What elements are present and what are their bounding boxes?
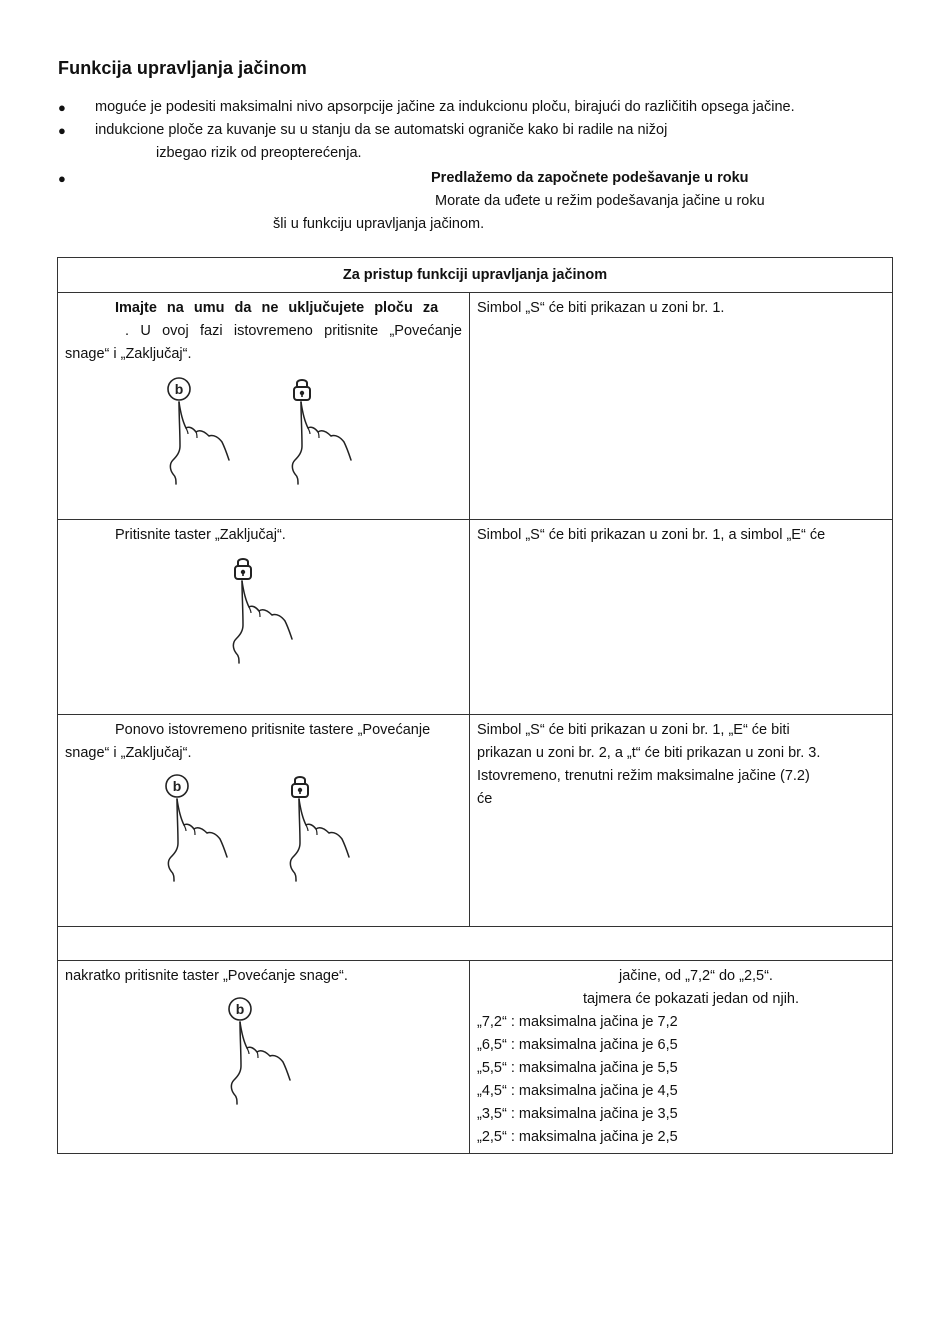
- step-instruction-cell: [58, 715, 470, 927]
- icon-group: [65, 988, 462, 1098]
- bullet-text: Morate da uđete u režim podešavanja jačine u roku: [435, 193, 765, 209]
- step-result-line: će: [477, 791, 493, 807]
- table-row: [58, 520, 893, 715]
- level-option: „5,5“ : maksimalna jačina je 5,5: [477, 1060, 678, 1076]
- bullet-text: šli u funkciju upravljanja jačinom.: [273, 216, 485, 232]
- icon-group: [65, 366, 462, 476]
- step-text: Ponovo istovremeno pritisnite tastere „Povećanje snage“ i „Zaključaj“.: [65, 722, 431, 761]
- bullet-dot-icon: ●: [58, 171, 66, 186]
- lock-icon: [287, 773, 367, 888]
- step-result-cell: [470, 293, 893, 520]
- bullet-text: izbegao rizik od preopterećenja.: [156, 145, 362, 161]
- table-row: [58, 293, 893, 520]
- step-warning: Imajte na umu da ne uključujete ploču za: [115, 300, 439, 316]
- level-option: „3,5“ : maksimalna jačina je 3,5: [477, 1106, 678, 1122]
- icon-group: [65, 765, 462, 875]
- table-row: [58, 715, 893, 927]
- step-result: Simbol „S“ će biti prikazan u zoni br. 1, a simbol „E“ će: [477, 527, 826, 543]
- bullet-text-bold: Predlažemo da započnete podešavanje u roku: [431, 170, 749, 186]
- step-result-cell: [470, 961, 893, 1154]
- step-instruction-cell: [58, 961, 470, 1154]
- level-option: „2,5“ : maksimalna jačina je 2,5: [477, 1129, 678, 1145]
- lock-icon: [230, 555, 310, 670]
- power-boost-b-icon: [167, 376, 247, 491]
- step-result-line: jačine, od „7,2“ do „2,5“.: [619, 968, 773, 984]
- step-result-line: Simbol „S“ će biti prikazan u zoni br. 1, „E“ će biti: [477, 722, 790, 738]
- level-option: „4,5“ : maksimalna jačina je 4,5: [477, 1083, 678, 1099]
- table-row: [58, 961, 893, 1154]
- step-result: Simbol „S“ će biti prikazan u zoni br. 1.: [477, 300, 725, 316]
- step-result-line: Istovremeno, trenutni režim maksimalne jačine (7.2): [477, 768, 810, 784]
- power-boost-b-icon: [165, 773, 245, 888]
- bullet-dot-icon: ●: [58, 100, 66, 115]
- power-boost-b-icon: [228, 996, 308, 1111]
- bullet-dot-icon: ●: [58, 123, 66, 138]
- bullet-item: [58, 167, 898, 237]
- table-header: Za pristup funkciji upravljanja jačinom: [58, 258, 893, 293]
- step-text: Pritisnite taster „Zaključaj“.: [115, 527, 286, 543]
- step-result-line: prikazan u zoni br. 2, a „t“ će biti prikazan u zoni br. 3.: [477, 745, 821, 761]
- lock-icon: [289, 376, 369, 491]
- step-instruction-cell: [58, 520, 470, 715]
- level-option: „6,5“ : maksimalna jačina je 6,5: [477, 1037, 678, 1053]
- step-instruction-cell: [58, 293, 470, 520]
- step-text: . U ovoj fazi istovremeno pritisnite „Povećanje snage“ i „Zaključaj“.: [65, 323, 462, 362]
- empty-cell: [58, 927, 893, 961]
- step-result-line: tajmera će pokazati jedan od njih.: [582, 991, 800, 1007]
- step-result-cell: [470, 520, 893, 715]
- bullet-text: moguće je podesiti maksimalni nivo apsorpcije jačine za indukcionu ploču, birajući do različitih opsega jačine.: [95, 99, 795, 115]
- page-title: Funkcija upravljanja jačinom: [58, 58, 307, 78]
- level-option: „7,2“ : maksimalna jačina je 7,2: [477, 1014, 678, 1030]
- icon-group: [65, 547, 462, 657]
- power-management-table: [57, 257, 893, 1154]
- step-result-cell: [470, 715, 893, 927]
- step-text: nakratko pritisnite taster „Povećanje snage“.: [65, 968, 348, 984]
- bullet-text: indukcione ploče za kuvanje su u stanju da se automatski ograniče kako bi radile na nižoj: [95, 122, 668, 138]
- table-row-empty: [58, 927, 893, 961]
- bullet-item: [58, 119, 898, 165]
